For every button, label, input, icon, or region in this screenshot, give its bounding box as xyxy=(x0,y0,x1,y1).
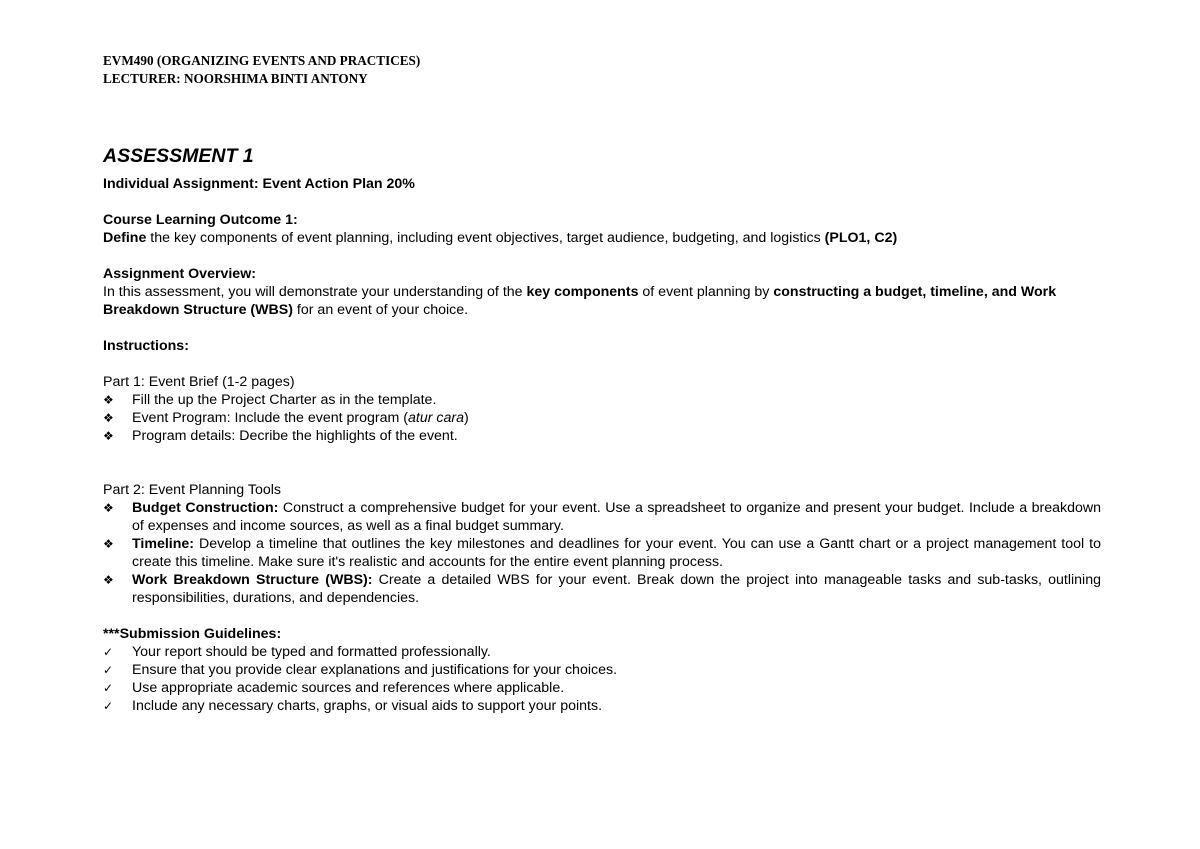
diamond-bullet-icon: ❖ xyxy=(103,573,114,587)
submission-list xyxy=(103,643,1101,715)
check-bullet-icon: ✓ xyxy=(103,663,114,677)
diamond-bullet-icon: ❖ xyxy=(103,411,114,425)
list-item: ❖ Event Program: Include the event program (atur cara) xyxy=(103,410,469,426)
document-body xyxy=(103,143,1101,715)
list-item: ✓ Your report should be typed and formatted professionally. xyxy=(103,644,491,660)
diamond-bullet-icon: ❖ xyxy=(103,393,114,407)
part2-heading: Part 2: Event Planning Tools xyxy=(103,482,281,498)
list-item: ✓ Include any necessary charts, graphs, or visual aids to support your points. xyxy=(103,698,603,714)
submission-heading: ***Submission Guidelines: xyxy=(103,626,282,642)
clo-description: the key components of event planning, including event objectives, target audience, budgeting, and logistics xyxy=(146,230,825,246)
clo-lead: Define xyxy=(103,230,147,246)
overview-text: In this assessment, you will demonstrate your understanding of the key components of event planning by constructing a budget, timeline, and Work Breakdown Structure (WBS) for an event of your choice. xyxy=(103,284,1057,318)
course-code-title: EVM490 (ORGANIZING EVENTS AND PRACTICES) xyxy=(103,53,421,68)
clo-code: (PLO1, C2) xyxy=(824,230,898,246)
list-item: ❖ Work Breakdown Structure (WBS): Create a detailed WBS for your event. Break down the project into manageable tasks and sub-tasks, outlining responsibilities, durations, and dependencies. xyxy=(103,572,1101,606)
clo-text xyxy=(103,229,1101,247)
document-header xyxy=(103,52,420,88)
list-item: ❖ Budget Construction: Construct a comprehensive budget for your event. Use a spreadsheet to organize and present your budget. Include a breakdown of expenses and income sources, as well as a final budget summary. xyxy=(103,500,1101,534)
lecturer-name: LECTURER: NOORSHIMA BINTI ANTONY xyxy=(103,71,368,86)
check-bullet-icon: ✓ xyxy=(103,645,114,659)
list-item: ✓ Ensure that you provide clear explanations and justifications for your choices. xyxy=(103,662,618,678)
diamond-bullet-icon: ❖ xyxy=(103,429,114,443)
clo-heading: Course Learning Outcome 1: xyxy=(103,212,298,228)
instructions-heading: Instructions: xyxy=(103,338,189,354)
part1-list xyxy=(103,391,1101,445)
assessment-title: ASSESSMENT 1 xyxy=(103,145,254,167)
part1-heading: Part 1: Event Brief (1-2 pages) xyxy=(103,374,295,390)
list-item: ❖ Fill the up the Project Charter as in the template. xyxy=(103,392,437,408)
list-item: ✓ Use appropriate academic sources and references where applicable. xyxy=(103,680,565,696)
assessment-subtitle: Individual Assignment: Event Action Plan 20% xyxy=(103,176,415,192)
overview-heading: Assignment Overview: xyxy=(103,266,256,282)
diamond-bullet-icon: ❖ xyxy=(103,501,114,515)
check-bullet-icon: ✓ xyxy=(103,699,114,713)
part2-list xyxy=(103,499,1101,607)
check-bullet-icon: ✓ xyxy=(103,681,114,695)
list-item: ❖ Program details: Decribe the highlights of the event. xyxy=(103,428,458,444)
list-item: ❖ Timeline: Develop a timeline that outlines the key milestones and deadlines for your event. You can use a Gantt chart or a project management tool to create this timeline. Make sure it's realistic and accounts for the entire event planning process. xyxy=(103,536,1101,570)
diamond-bullet-icon: ❖ xyxy=(103,537,114,551)
